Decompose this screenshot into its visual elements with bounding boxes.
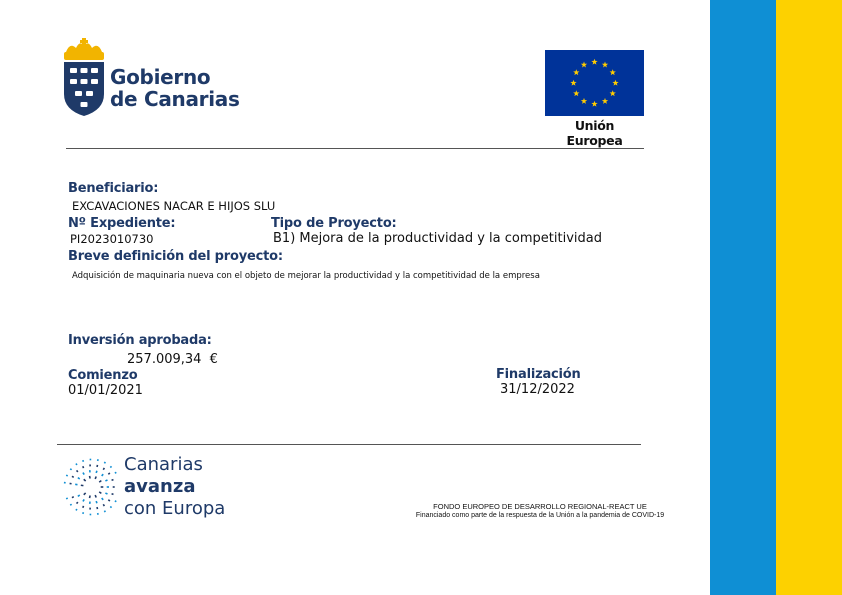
burst-dot (89, 508, 91, 510)
burst-dot (82, 499, 85, 502)
burst-dot (81, 484, 84, 486)
burst-dot (99, 491, 102, 494)
burst-dot (113, 486, 115, 488)
burst-dot (82, 512, 84, 514)
burst-dot (107, 486, 109, 488)
burst-dot (97, 459, 99, 461)
burst-dot (75, 509, 77, 511)
burst-dot (76, 470, 79, 473)
burst-dot (101, 474, 104, 477)
burst-dot (99, 480, 102, 483)
footer-divider (57, 444, 641, 445)
burst-dot (89, 501, 91, 503)
burst-dot (64, 482, 66, 484)
fondo-line1: FONDO EUROPEO DE DESARROLLO REGIONAL-REACT UE (433, 502, 647, 511)
comienzo-value: 01/01/2021 (68, 383, 143, 398)
burst-dot (82, 506, 84, 508)
burst-dot (96, 465, 98, 467)
tipo-proyecto-label: Tipo de Proyecto: (271, 216, 397, 231)
definicion-value: Adquisición de maquinaria nueva con el objeto de mejorar la productividad y la competitividad de la empresa (72, 271, 540, 281)
burst-dot (72, 496, 75, 498)
burst-dot (101, 486, 104, 488)
burst-dot (90, 514, 92, 516)
comienzo-label: Comienzo (68, 368, 138, 383)
burst-dot (82, 466, 84, 468)
burst-dot (82, 472, 85, 475)
burst-dot (111, 479, 113, 481)
burst-dot (110, 466, 112, 468)
beneficiario-value: EXCAVACIONES NACAR E HIJOS SLU (72, 199, 276, 213)
burst-dot (90, 459, 92, 461)
con-europa-word: con Europa (124, 498, 226, 519)
burst-dot (89, 495, 91, 498)
burst-dot (95, 501, 97, 504)
burst-dot (70, 468, 72, 470)
burst-dot (77, 494, 80, 497)
inversion-label: Inversión aprobada: (68, 333, 212, 348)
gobierno-logo-text (110, 66, 240, 110)
burst-dot (101, 498, 104, 501)
gobierno-line1: Gobierno (110, 65, 211, 89)
burst-dot (94, 495, 96, 498)
burst-dot (103, 504, 105, 507)
expediente-label: Nº Expediente: (68, 216, 176, 231)
fondo-line2: Financiado como parte de la respuesta de la Unión a la pandemia de COVID-19 (415, 512, 665, 519)
burst-dot (89, 476, 91, 479)
burst-dot (83, 492, 86, 495)
burst-dot (69, 483, 71, 485)
burst-dot (110, 506, 112, 508)
burst-dot (94, 476, 96, 479)
burst-dot (72, 476, 75, 478)
burst-dot (97, 513, 99, 515)
burst-dot (96, 507, 98, 509)
side-stripe-yellow (776, 0, 842, 595)
burst-dot (104, 510, 106, 512)
expediente-value: PI2023010730 (70, 232, 154, 246)
burst-dot (89, 470, 91, 472)
burst-dot (95, 470, 97, 473)
canarias-avanza-text (124, 454, 225, 520)
burst-dot (83, 479, 86, 482)
burst-dot (103, 468, 105, 471)
burst-dot (75, 463, 77, 465)
tipo-proyecto-value: B1) Mejora de la productividad y la competitividad (273, 231, 602, 246)
currency-symbol: € (209, 352, 218, 367)
canarias-avanza-icon (56, 453, 120, 521)
inversion-amount: 257.009,34 (127, 352, 202, 367)
inversion-value (127, 352, 218, 367)
burst-dot (76, 502, 79, 505)
side-stripe-blue (710, 0, 776, 595)
burst-dot (75, 484, 78, 486)
beneficiario-label: Beneficiario: (68, 181, 159, 196)
avanza-word: avanza (124, 476, 196, 497)
burst-dot (66, 474, 68, 476)
canarias-word: Canarias (124, 454, 203, 475)
finalizacion-label: Finalización (496, 367, 581, 382)
burst-dot (105, 479, 108, 481)
burst-dot (82, 460, 84, 462)
finalizacion-value: 31/12/2022 (500, 382, 575, 397)
burst-dot (105, 492, 108, 494)
burst-dot (114, 500, 116, 502)
burst-dot (66, 497, 68, 499)
eu-flag-icon (545, 50, 644, 116)
eu-label: Unión Europea (566, 118, 623, 148)
burst-dot (70, 504, 72, 506)
header-divider (66, 148, 644, 149)
burst-dot (104, 462, 106, 464)
burst-dot (77, 477, 80, 480)
burst-dot (108, 499, 111, 501)
definicion-label: Breve definición del proyecto: (68, 249, 283, 264)
burst-dot (89, 464, 91, 466)
burst-dot (111, 493, 113, 495)
burst-dot (108, 472, 111, 474)
gobierno-line2: de Canarias (110, 87, 240, 111)
burst-dot (114, 472, 116, 474)
